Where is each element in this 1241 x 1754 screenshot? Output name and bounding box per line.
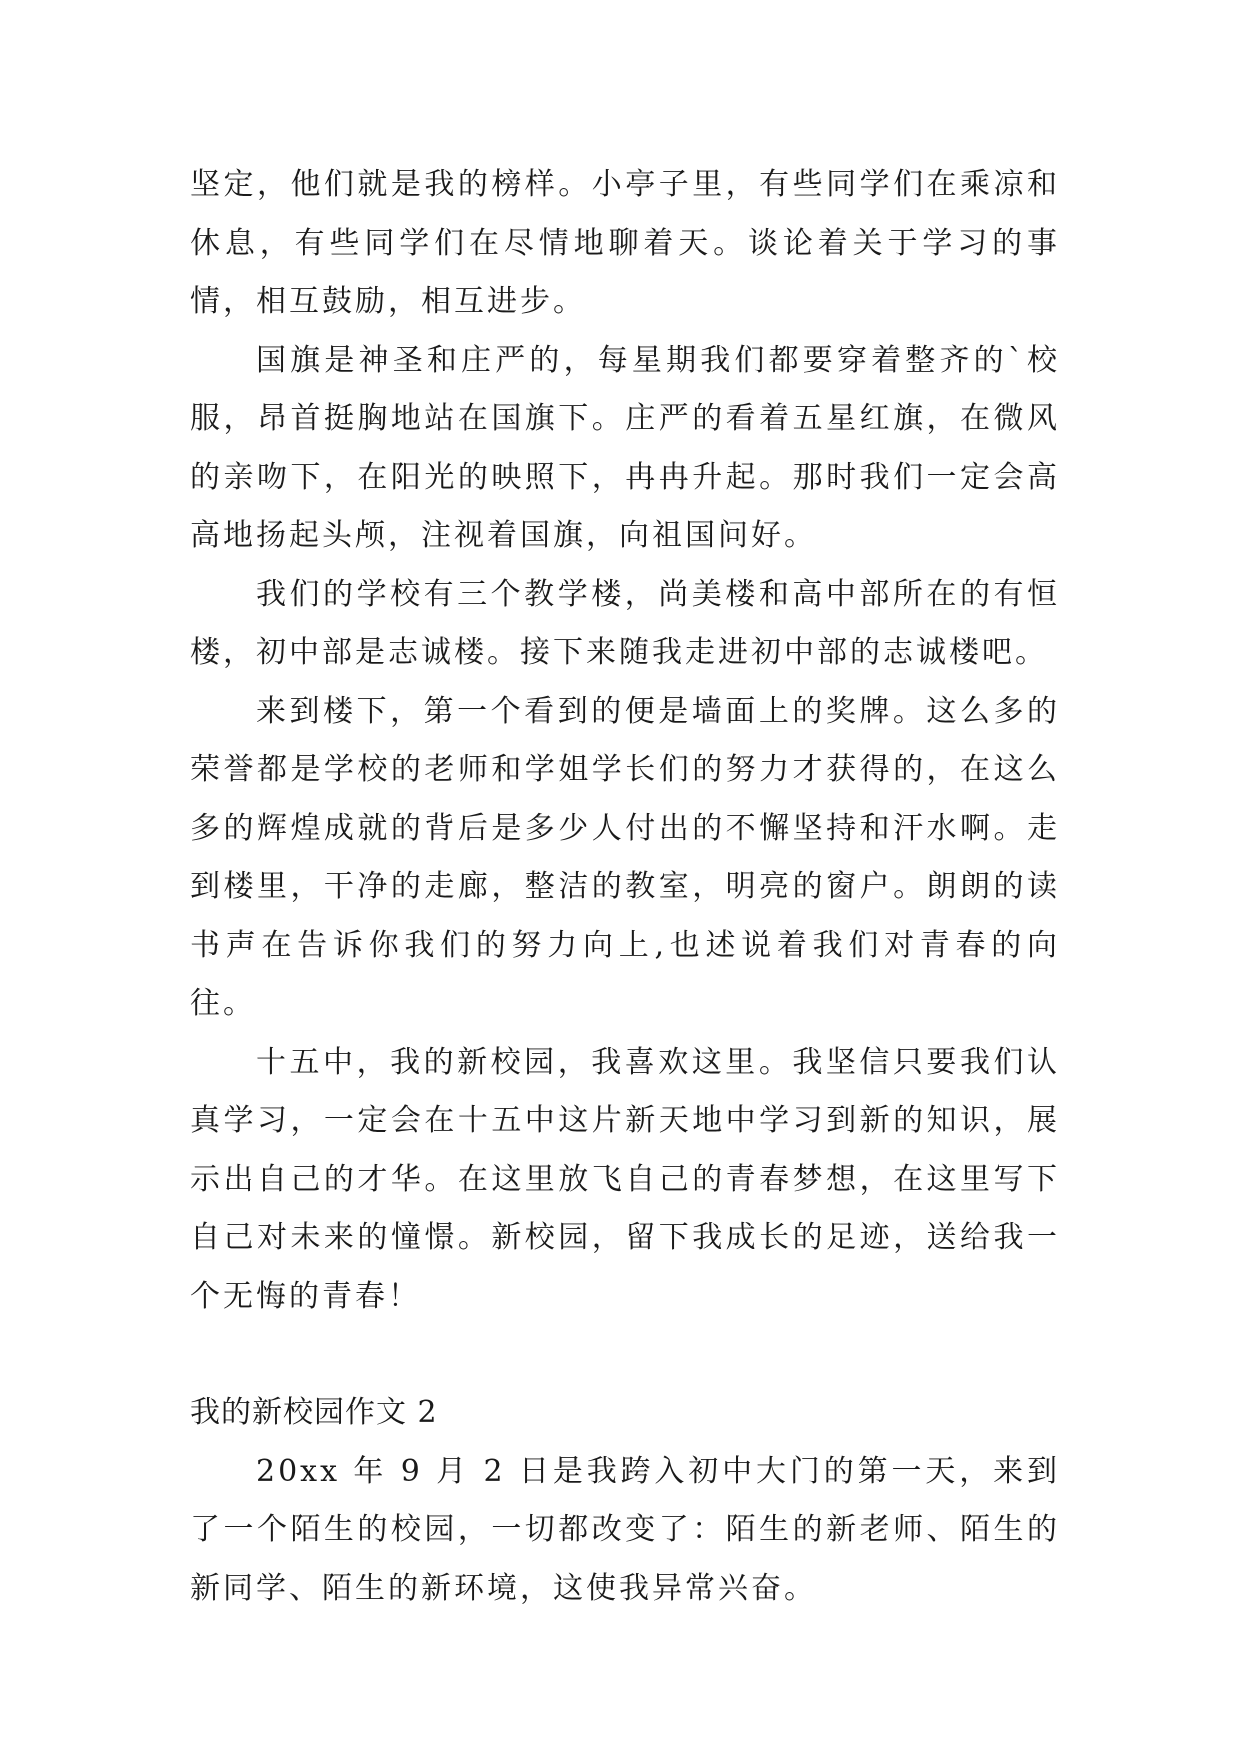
paragraph-conclusion: 十五中，我的新校园，我喜欢这里。我坚信只要我们认真学习，一定会在十五中这片新天地中学习到新的知识，展示出自己的才华。在这里放飞自己的青春梦想，在这里写下自己对未来的憧憬。新校园，留下我成长的足迹，送给我一个无悔的青春！ (190, 1044, 1060, 1314)
paragraph-first-day: 20xx 年 9 月 2 日是我跨入初中大门的第一天，来到了一个陌生的校园，一切都改变了：陌生的新老师、陌生的新同学、陌生的新环境，这使我异常兴奋。 (190, 1453, 1060, 1606)
paragraph-national-flag: 国旗是神圣和庄严的，每星期我们都要穿着整齐的`校服，昂首挺胸地站在国旗下。庄严的看着五星红旗，在微风的亲吻下，在阳光的映照下，冉冉升起。那时我们一定会高高地扬起头颅，注视着国旗，向祖国问好。 (190, 342, 1060, 553)
paragraph-continued: 坚定，他们就是我的榜样。小亭子里，有些同学们在乘凉和休息，有些同学们在尽情地聊着天。谈论着关于学习的事情，相互鼓励，相互进步。 (190, 167, 1060, 319)
paragraph-honors-wall: 来到楼下，第一个看到的便是墙面上的奖牌。这么多的荣誉都是学校的老师和学姐学长们的努力才获得的，在这么多的辉煌成就的背后是多少人付出的不懈坚持和汗水啊。走到楼里，干净的走廊，整洁的教室，明亮的窗户。朗朗的读书声在告诉你我们的努力向上,也述说着我们对青春的向往。 (190, 693, 1060, 1021)
document-body (190, 156, 1060, 1618)
paragraph-teaching-buildings: 我们的学校有三个教学楼，尚美楼和高中部所在的有恒楼，初中部是志诚楼。接下来随我走进初中部的志诚楼吧。 (190, 576, 1060, 670)
section-title: 我的新校园作文 2 (190, 1395, 438, 1430)
